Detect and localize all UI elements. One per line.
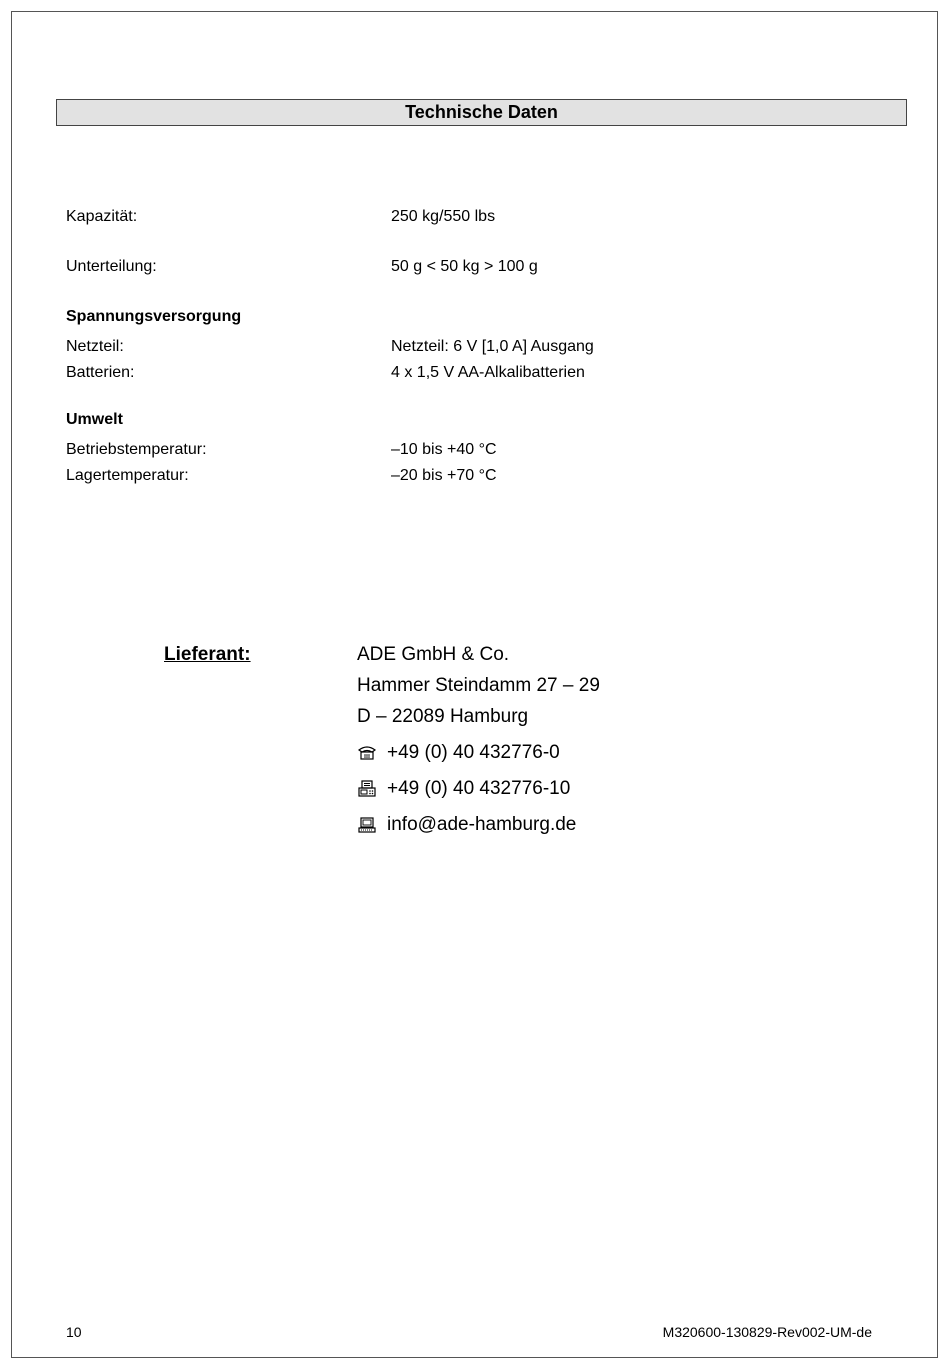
page-title: Technische Daten: [56, 99, 907, 126]
page-number: 10: [66, 1324, 82, 1340]
adapter-label: Netzteil:: [66, 338, 124, 355]
storage-temp-value: –20 bis +70 °C: [391, 467, 497, 484]
capacity-label: Kapazität:: [66, 208, 138, 225]
supplier-city: D – 22089 Hamburg: [357, 706, 529, 727]
fax-icon: [357, 779, 377, 799]
environment-heading: Umwelt: [66, 411, 123, 428]
division-value: 50 g < 50 kg > 100 g: [391, 258, 538, 275]
supplier-fax[interactable]: +49 (0) 40 432776-10: [387, 778, 571, 799]
adapter-value: Netzteil: 6 V [1,0 A] Ausgang: [391, 338, 594, 355]
power-heading: Spannungsversorgung: [66, 308, 242, 325]
supplier-label: Lieferant:: [164, 644, 251, 665]
batteries-value: 4 x 1,5 V AA-Alkalibatterien: [391, 364, 585, 381]
operating-temp-value: –10 bis +40 °C: [391, 441, 497, 458]
phone-icon: [357, 743, 377, 763]
document-id: M320600-130829-Rev002-UM-de: [662, 1324, 872, 1340]
division-label: Unterteilung:: [66, 258, 157, 275]
computer-icon: [357, 815, 377, 835]
storage-temp-label: Lagertemperatur:: [66, 467, 189, 484]
supplier-company: ADE GmbH & Co.: [357, 644, 510, 665]
operating-temp-label: Betriebstemperatur:: [66, 441, 207, 458]
supplier-street: Hammer Steindamm 27 – 29: [357, 675, 600, 696]
capacity-value: 250 kg/550 lbs: [391, 208, 496, 225]
supplier-phone[interactable]: +49 (0) 40 432776-0: [387, 742, 560, 763]
batteries-label: Batterien:: [66, 364, 135, 381]
supplier-email[interactable]: info@ade-hamburg.de: [387, 814, 577, 835]
